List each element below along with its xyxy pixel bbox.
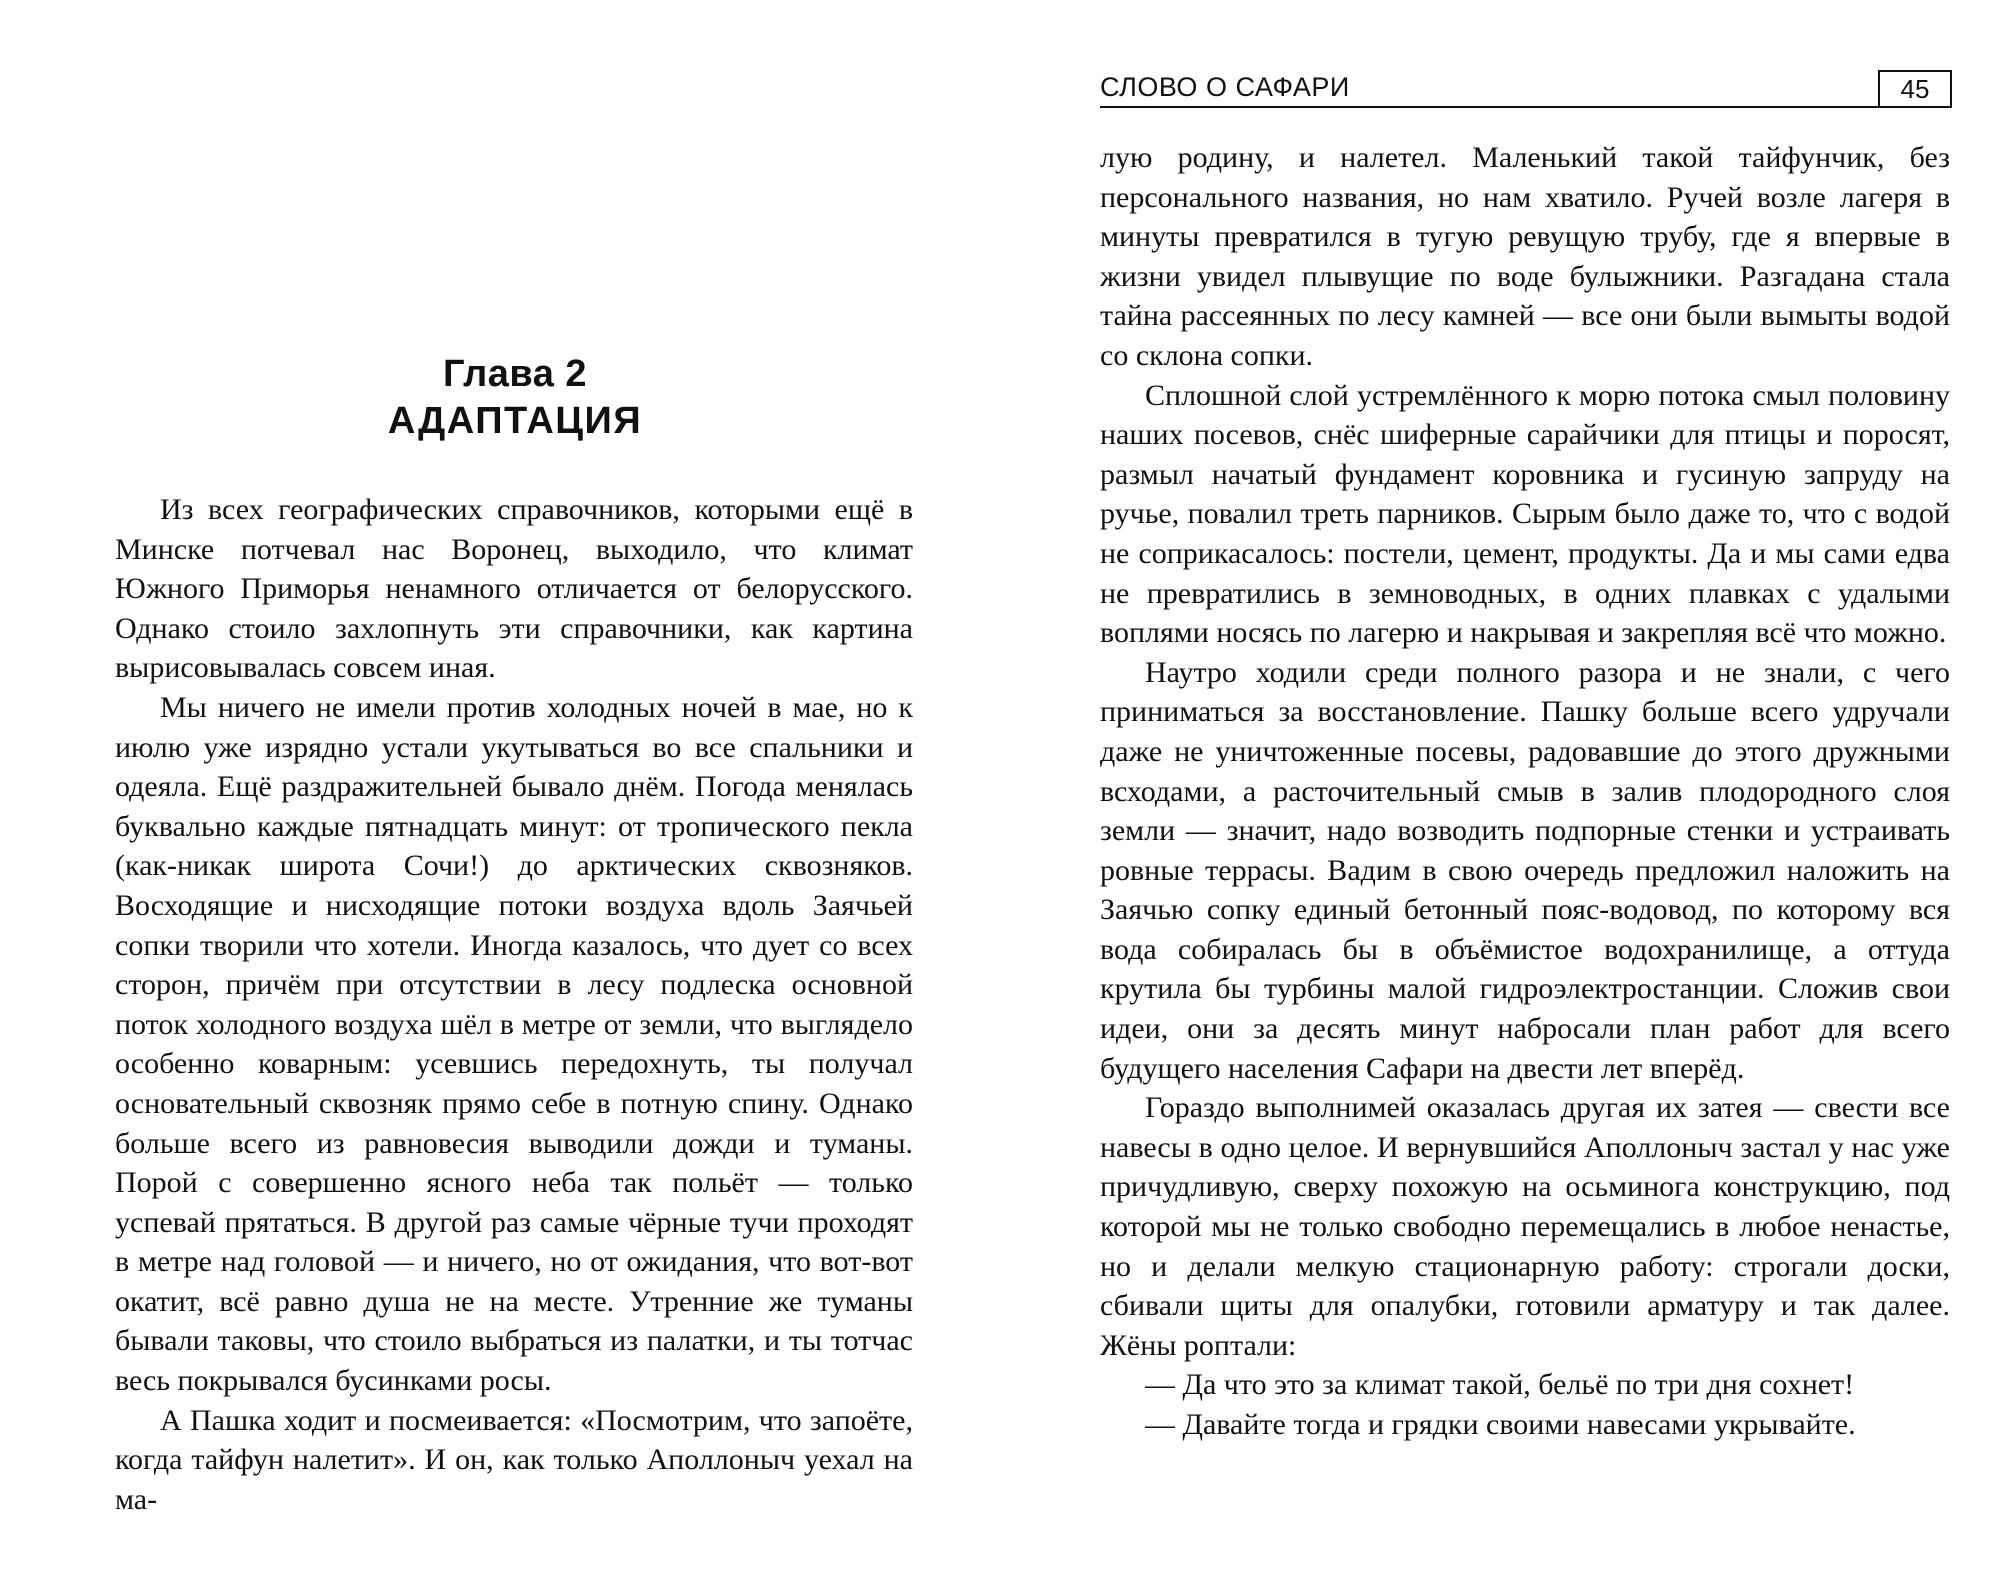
chapter-title: АДАПТАЦИЯ	[387, 400, 643, 442]
running-title: СЛОВО О САФАРИ	[1100, 72, 1350, 102]
paragraph: Гораздо выполнимей оказалась другая их затея — свести все навесы в одно целое. И вернувшийся Аполлоныч застал у нас уже причудливую, сверху похожую на осьминога конструкцию, под которой мы не только свободно перемещались в любое ненастье, но и делали мелкую стационарную работу: строгали доски, сбивали щиты для опалубки, готовили арматуру и так далее. Жёны роптали:	[1100, 1091, 1950, 1362]
chapter-number: Глава 2	[442, 353, 588, 395]
left-page-text	[115, 490, 913, 1519]
paragraph: Наутро ходили среди полного разора и не знали, с чего приниматься за восстановление. Пашку больше всего удручали даже не уничтоженные посевы, радовавшие до этого дружными всходами, а расточительный смыв в залив плодородного слоя земли — значит, надо возводить подпорные стенки и устраивать ровные террасы. Вадим в свою очередь предложил наложить на Заячью сопку единый бетонный пояс-водовод, по которому вся вода собиралась бы в объёмистое водохранилище, а оттуда крутила бы турбины малой гидроэлектростанции. Сложив свои идеи, они за десять минут набросали план работ для всего будущего населения Сафари на двести лет вперёд.	[1100, 655, 1950, 1085]
paragraph: Мы ничего не имели против холодных ночей в мае, но к июлю уже изрядно устали укутываться во все спальники и одеяла. Ещё раздражительней бывало днём. Погода менялась буквально каждые пятнадцать минут: от тропического пекла (как-никак широта Сочи!) до арктических сквозняков. Восходящие и нисходящие потоки воздуха вдоль Заячьей сопки творили что хотели. Иногда казалось, что дует со всех сторон, причём при отсутствии в лесу подлеска основной поток холодного воздуха шёл в метре от земли, что выглядело особенно коварным: усевшись передохнуть, ты получал основательный сквозняк прямо себе в потную спину. Однако больше всего из равновесия выводили дожди и туманы. Порой с совершенно ясного неба так польёт — только успевай прятаться. В другой раз самые чёрные тучи проходят в метре над головой — и ничего, но от ожидания, что вот-вот окатит, всё равно душа не на месте. Утренние же туманы бывали таковы, что стоило выбраться из палатки, и ты тотчас весь покрывался бусинками росы.	[115, 690, 913, 1398]
paragraph: Из всех географических справочников, которыми ещё в Минске потчевал нас Воронец, выходило, что климат Южного Приморья ненамного отличается от белорусского. Однако стоило захлопнуть эти справочники, как картина вырисовывалась совсем иная.	[115, 493, 913, 685]
paragraph: Сплошной слой устремлённого к морю потока смыл половину наших посевов, снёс шиферные сарайчики для птицы и поросят, размыл начатый фундамент коровника и гусиную запруду на ручье, повалил треть парников. Сырым было даже то, что с водой не соприкасалось: постели, цемент, продукты. Да и мы сами едва не превратились в земноводных, в одних плавках с удалыми воплями носясь по лагерю и накрывая и закрепляя всё что можно.	[1100, 378, 1950, 650]
running-header	[1100, 66, 1952, 108]
dialogue-line: — Давайте тогда и грядки своими навесами укрывайте.	[1145, 1408, 1856, 1441]
paragraph-continuation: лую родину, и налетел. Маленький такой тайфунчик, без персонального названия, но нам хватило. Ручей возле лагеря в минуты превратился в тугую ревущую трубу, где я впервые в жизни увидел плывущие по воде булыжники. Разгадана стала тайна рассеянных по лесу камней — все они были вымыты водой со склона сопки.	[1100, 141, 1950, 372]
dialogue-line: — Да что это за климат такой, бельё по три дня сохнет!	[1145, 1368, 1855, 1402]
paragraph: А Пашка ходит и посмеивается: «Посмотрим, что запоёте, когда тайфун налетит». И он, как только Аполлоныч уехал на ма-	[115, 1403, 913, 1516]
page-number: 45	[1878, 70, 1952, 106]
right-page-text	[1100, 138, 1950, 1445]
chapter-heading	[115, 352, 915, 446]
